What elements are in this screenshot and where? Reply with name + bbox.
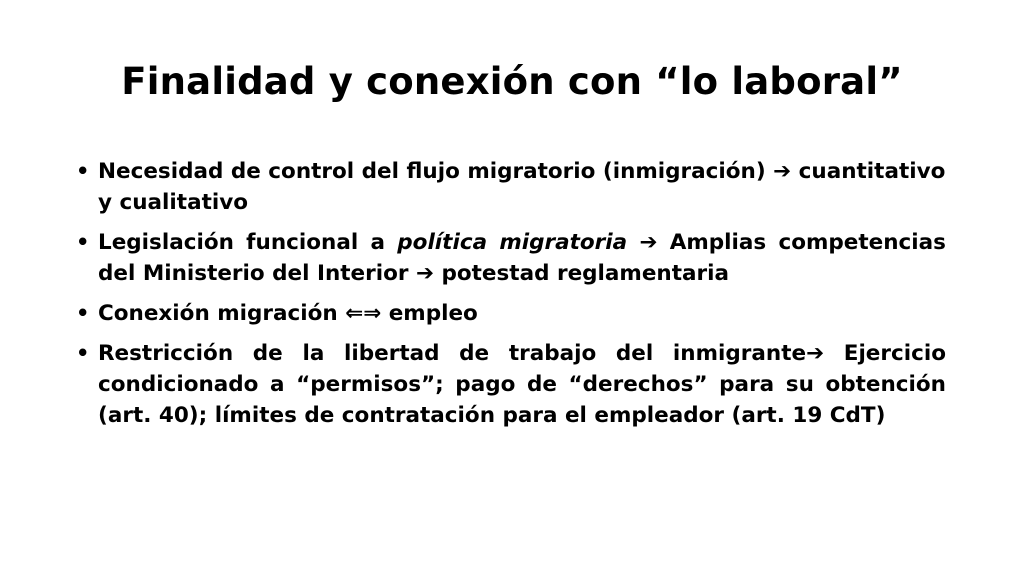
right-arrow-icon: ➔ bbox=[639, 230, 658, 255]
right-arrow-icon: ➔ bbox=[773, 159, 792, 184]
bullet-text bbox=[627, 230, 639, 255]
bullet-text: Restricción de la libertad de trabajo del inmigrante bbox=[98, 341, 807, 366]
bullet-dot: • bbox=[76, 159, 90, 183]
right-arrow-icon: ➔ bbox=[806, 341, 825, 366]
bullet-text-italic: política migratoria bbox=[397, 230, 628, 255]
bullet-text: Conexión migración bbox=[98, 301, 346, 326]
slide-title: Finalidad y conexión con “lo laboral” bbox=[121, 60, 903, 103]
right-arrow-icon: ➔ bbox=[415, 261, 434, 286]
bullet-text: Legislación funcional a bbox=[98, 230, 398, 255]
bullet-text: empleo bbox=[381, 301, 478, 326]
bullet-dot: • bbox=[76, 341, 90, 365]
bidirectional-arrow-icon: ⇐⇒ bbox=[345, 301, 382, 326]
bullet-text: cuantitativo y cualitativo bbox=[98, 159, 946, 215]
bullet-item-legislacion bbox=[76, 227, 946, 289]
bullet-text: Ejercicio condicionado a “permisos”; pago de “derechos” para su obtención (art. 40); límites de contratación para el empleador (art. 19 CdT) bbox=[98, 341, 946, 428]
bullet-item-conexion bbox=[76, 298, 946, 329]
bullet-list bbox=[76, 156, 946, 440]
bullet-dot: • bbox=[76, 230, 90, 254]
bullet-text: Amplias competencias del Ministerio del Interior bbox=[98, 230, 946, 286]
bullet-item-flujo-migratorio bbox=[76, 156, 946, 218]
bullet-item-restriccion bbox=[76, 338, 946, 431]
bullet-dot: • bbox=[76, 301, 90, 325]
bullet-text: Necesidad de control del flujo migratorio (inmigración) bbox=[98, 159, 774, 184]
bullet-text: potestad reglamentaria bbox=[434, 261, 729, 286]
